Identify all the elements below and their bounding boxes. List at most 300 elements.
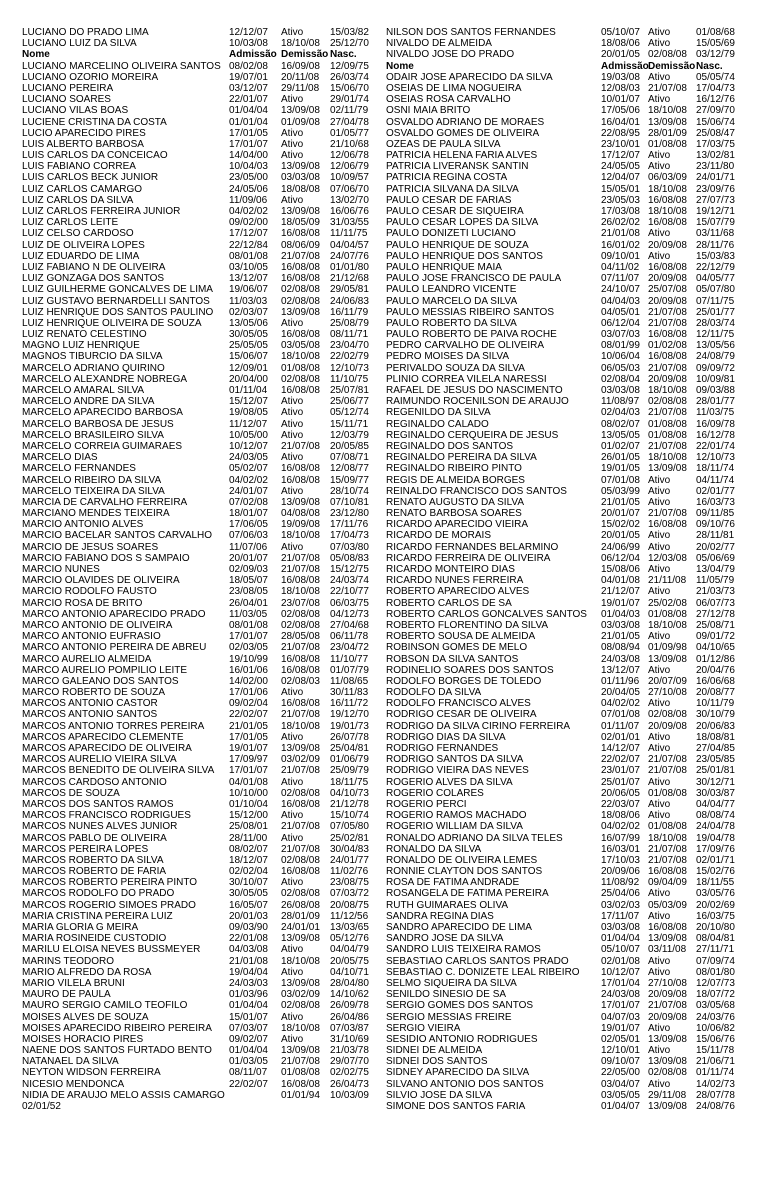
admission-date: 02/05/01: [601, 1033, 640, 1045]
dismissal-date: Ativo: [648, 698, 671, 710]
birth-date: 16/09/78: [696, 418, 735, 430]
admission-date: 15/05/01: [601, 183, 640, 195]
table-row: [22, 385, 372, 396]
employee-name: PAULO HENRIQUE DE SOUZA: [386, 239, 529, 251]
admission-date: 19/03/08: [601, 71, 640, 83]
employee-name: LUIS CARLOS BECK JUNIOR: [22, 172, 159, 184]
employee-name: MAURO SERGIO CAMILO TEOFILO: [22, 1000, 188, 1012]
table-row: [22, 530, 372, 541]
admission-date: 03/05/05: [601, 1089, 640, 1101]
employee-name: LUIS FABIANO CORREA: [22, 161, 136, 173]
birth-date: 06/03/75: [330, 597, 369, 609]
birth-date: 15/02/76: [696, 866, 735, 878]
admission-date: 22/02/07: [229, 709, 268, 721]
birth-date: 06/11/78: [330, 631, 369, 643]
table-row: [386, 139, 738, 150]
birth-date: 15/03/82: [330, 27, 369, 38]
admission-date: 08/02/07: [601, 418, 640, 430]
admission-date: 01/11/04: [229, 385, 268, 396]
dismissal-date: 13/09/08: [648, 116, 687, 128]
employee-name: REGINALDO RIBEIRO PINTO: [386, 463, 522, 475]
admission-date: 15/12/07: [229, 396, 268, 408]
admission-date: 30/05/05: [229, 888, 268, 900]
admission-date: 08/02/07: [229, 843, 268, 855]
table-row: [386, 83, 738, 94]
admission-date: 03/04/07: [601, 1078, 640, 1090]
dismissal-date: Ativo: [281, 776, 304, 788]
birth-date: 05/05/74: [696, 71, 735, 83]
employee-name: NATANAEL DA SILVA: [22, 1056, 119, 1068]
employee-name: LUIZ GONZAGA DOS SANTOS: [22, 273, 165, 285]
employee-name: RONNIE CLAYTON DOS SANTOS: [386, 866, 543, 878]
table-row: [386, 665, 738, 676]
table-row: [22, 407, 372, 418]
admission-date: 20/01/05: [601, 49, 640, 61]
dismissal-date: 16/08/08: [281, 1078, 320, 1090]
dismissal-date: 21/07/08: [648, 854, 687, 866]
dismissal-date: Ativo: [281, 317, 304, 329]
birth-date: 07/09/74: [696, 955, 735, 967]
table-row: [22, 284, 372, 295]
dismissal-date: Ativo: [281, 150, 304, 162]
admission-date: 22/01/08: [229, 933, 268, 945]
dismissal-date: Ativo: [281, 832, 304, 844]
table-row: [22, 765, 372, 776]
table-row: [386, 475, 738, 486]
table-row: [386, 273, 738, 284]
dismissal-date: 01/08/08: [648, 608, 687, 620]
table-row: [22, 61, 372, 72]
admission-date: 26/02/02: [601, 217, 640, 229]
dismissal-date: Ativo: [648, 776, 671, 788]
birth-date: 01/07/79: [330, 664, 369, 676]
birth-date: 01/05/77: [330, 127, 369, 139]
table-row: [386, 150, 738, 161]
employee-name: RONALDO ADRIANO DA SILVA TELES: [386, 832, 563, 844]
dismissal-date: Ativo: [281, 810, 304, 822]
table-row: [386, 262, 738, 273]
dismissal-date: 18/05/09: [281, 217, 320, 229]
employee-name: ROBINSON GOMES DE MELO: [386, 642, 528, 654]
table-row: [386, 1023, 738, 1034]
employee-name: PEDRO CARVALHO DE OLIVEIRA: [386, 340, 545, 352]
birth-date: 23/11/80: [696, 161, 735, 173]
dismissal-date: Ativo: [648, 955, 671, 967]
dismissal-date: 08/06/09: [281, 239, 320, 251]
table-row: [386, 553, 738, 564]
table-row: [22, 251, 372, 262]
employee-name: MARCOS APARECIDO CLEMENTE: [22, 731, 184, 743]
admission-date: 01/11/07: [601, 720, 640, 732]
admission-date: 17/01/07: [601, 1000, 640, 1012]
dismissal-date: 21/07/08: [648, 440, 687, 452]
table-row: [386, 49, 738, 60]
employee-name: MARCOS RODOLFO DO PRADO: [22, 888, 175, 900]
admission-date: 24/05/05: [601, 161, 640, 173]
dismissal-date: 13/09/08: [281, 161, 320, 173]
birth-date: 02/02/75: [330, 1067, 369, 1079]
table-row: [22, 687, 372, 698]
admission-date: 03/07/03: [601, 329, 640, 341]
table-row: [22, 788, 372, 799]
dismissal-date: Ativo: [648, 541, 671, 553]
employee-name: NIVALDO JOSE DO PRADO: [386, 49, 515, 61]
table-row: [386, 206, 738, 217]
dismissal-date: 21/07/08: [281, 250, 320, 262]
employee-name: LUIZ CARLOS LEITE: [22, 217, 119, 229]
birth-date: 02/01/77: [696, 485, 735, 497]
employee-name: OSNI MAIA BRITO: [386, 105, 471, 117]
employee-name: ROBSON DA SILVA SANTOS: [386, 653, 519, 665]
employee-name: MARCOS ANTONIO SANTOS: [22, 709, 158, 721]
table-row: [386, 452, 738, 463]
table-row: [22, 844, 372, 855]
birth-date: 08/08/74: [696, 810, 735, 822]
dismissal-date: Ativo: [281, 731, 304, 743]
admission-date: 08/11/07: [229, 1067, 268, 1079]
admission-date: 26/01/05: [601, 452, 640, 464]
admission-date: 17/01/05: [229, 127, 268, 139]
birth-date: 22/01/74: [696, 440, 735, 452]
birth-date: 30/04/83: [330, 843, 369, 855]
admission-date: 18/01/07: [229, 508, 268, 520]
dismissal-date: 01/09/98: [648, 642, 687, 654]
dismissal-date: 16/08/08: [648, 329, 687, 341]
admission-date: 11/03/05: [229, 608, 268, 620]
employee-name: ROSA DE FATIMA ANDRADE: [386, 877, 520, 889]
admission-date: 16/01/02: [601, 239, 640, 251]
admission-date: 22/03/07: [601, 798, 640, 810]
birth-date: 29/07/70: [330, 1056, 369, 1068]
dismissal-date: 24/01/01: [281, 922, 320, 933]
employee-name: NICESIO MENDONCA: [22, 1078, 125, 1090]
dismissal-date: 20/09/08: [648, 989, 687, 1001]
birth-date: 04/10/65: [696, 642, 735, 654]
table-row: [386, 407, 738, 418]
birth-date: 25/06/77: [330, 396, 369, 408]
birth-date: 15/11/78: [696, 1045, 735, 1057]
employee-name: RICARDO NUNES FERREIRA: [386, 575, 524, 587]
dismissal-date: 13/09/08: [648, 1101, 687, 1112]
dismissal-date: Ativo: [648, 228, 671, 240]
birth-date: 04/05/77: [696, 273, 735, 285]
birth-date: 15/09/77: [330, 474, 369, 486]
employee-name: MARCOS ANTONIO TORRES PEREIRA: [22, 720, 205, 732]
employee-name: MARCO GALEANO DOS SANTOS: [22, 675, 179, 687]
admission-date: 01/03/96: [229, 989, 268, 1001]
table-row: [386, 642, 738, 653]
table-row: [386, 251, 738, 262]
birth-date: 27/04/85: [696, 743, 735, 754]
birth-date: 21/12/78: [330, 798, 369, 810]
employee-name: RAIMUNDO ROCENILSON DE ARAUJO: [386, 396, 569, 408]
dismissal-date: 02/08/08: [648, 396, 687, 408]
employee-name: SENILDO SINESIO DE SA: [386, 989, 507, 1001]
table-row: [22, 956, 372, 967]
admission-date: 28/11/00: [229, 832, 268, 844]
admission-date: 21/01/05: [601, 496, 640, 508]
table-row: [386, 967, 738, 978]
birth-date: 12/10/73: [696, 452, 735, 464]
employee-name: MARCOS DE SOUZA: [22, 787, 120, 799]
birth-date: 23/12/80: [330, 508, 369, 520]
dismissal-date: 21/07/08: [648, 843, 687, 855]
birth-date: 15/07/79: [696, 217, 735, 229]
employee-name: SIDNEY APARECIDO DA SILVA: [386, 1067, 530, 1079]
birth-date: 12/08/77: [330, 463, 369, 475]
birth-date: 03/11/68: [696, 228, 735, 240]
table-row: [22, 821, 372, 832]
dismissal-date: Ativo: [281, 1011, 304, 1023]
admission-date: 02/03/07: [229, 306, 268, 318]
dismissal-date: 20/09/08: [648, 1011, 687, 1023]
table-row: [22, 754, 372, 765]
birth-date: 01/11/74: [696, 1067, 735, 1079]
birth-date: 01/08/68: [696, 27, 735, 38]
admission-date: 13/12/07: [229, 273, 268, 285]
dismissal-date: 13/09/08: [281, 496, 320, 508]
dismissal-date: Ativo: [648, 586, 671, 598]
birth-date: 05/06/69: [696, 552, 735, 564]
birth-date: 28/01/77: [696, 396, 735, 408]
employee-name: MARIA ROSINEIDE CUSTODIO: [22, 933, 167, 945]
birth-date: 24/07/76: [330, 250, 369, 262]
birth-date: 16/03/73: [696, 496, 735, 508]
employee-name: MAGNO LUIZ HENRIQUE: [22, 340, 140, 352]
admission-date: 17/01/07: [229, 138, 268, 150]
admission-date: 03/03/08: [601, 385, 640, 396]
admission-date: 05/10/07: [601, 27, 640, 38]
dismissal-date: 13/09/08: [281, 977, 320, 989]
table-row: [22, 83, 372, 94]
employee-name: MARCO AURELIO POMPILIO LEITE: [22, 664, 188, 676]
admission-date: 11/08/97: [601, 396, 640, 408]
dismissal-date: Ativo: [281, 407, 304, 419]
employee-name: LUIZ CARLOS DA SILVA: [22, 194, 134, 206]
table-row: [386, 94, 738, 105]
employee-name: LUIZ EDUARDO DE LIMA: [22, 250, 140, 262]
table-row: [22, 396, 372, 407]
employee-name: PATRICIA REGINA COSTA: [386, 172, 508, 184]
birth-date: 31/10/69: [330, 1033, 369, 1045]
employee-name: MARCIO BACELAR SANTOS CARVALHO: [22, 530, 213, 542]
employee-name: LUIZ FABIANO N DE OLIVEIRA: [22, 261, 166, 273]
admission-date: 17/06/05: [229, 519, 268, 531]
employee-name: PATRICIA LIVERANSK SANTIN: [386, 161, 529, 173]
dismissal-date: 18/10/08: [281, 351, 320, 363]
birth-date: 07/03/80: [330, 541, 369, 553]
table-row: [22, 262, 372, 273]
table-row: [22, 978, 372, 989]
employee-name: ROBERTO APARECIDO ALVES: [386, 586, 530, 598]
birth-date: 26/09/78: [330, 1000, 369, 1012]
birth-date: 22/02/79: [330, 351, 369, 363]
table-row: [386, 743, 738, 754]
dismissal-date: 01/08/08: [281, 1067, 320, 1079]
table-row: [22, 933, 372, 944]
table-row: [22, 631, 372, 642]
table-row: [386, 105, 738, 116]
birth-date: 16/03/75: [696, 910, 735, 922]
admission-date: 20/01/03: [229, 910, 268, 922]
birth-date: 19/12/70: [330, 709, 369, 721]
table-row: [22, 1023, 372, 1034]
birth-date: 11/05/79: [696, 575, 735, 587]
admission-date: 12/12/07: [229, 27, 268, 38]
table-row: [22, 374, 372, 385]
table-row: [386, 374, 738, 385]
birth-date: 25/08/79: [330, 317, 369, 329]
birth-date: 11/03/75: [696, 407, 735, 419]
birth-date: 21/12/68: [330, 273, 369, 285]
dismissal-date: 16/08/08: [281, 463, 320, 475]
admission-date: 18/12/07: [229, 854, 268, 866]
admission-date: 23/01/07: [601, 765, 640, 777]
birth-date: 05/08/83: [330, 552, 369, 564]
table-row: [22, 1034, 372, 1045]
birth-date: 24/08/76: [696, 1101, 735, 1112]
table-row: [22, 598, 372, 609]
birth-date: 09/03/88: [696, 385, 735, 396]
employee-name: LUCIANO SOARES: [22, 94, 111, 106]
birth-date: 18/07/72: [696, 989, 735, 1001]
employee-name: ROSANGELA DE FATIMA PEREIRA: [386, 888, 549, 900]
table-row: [22, 1090, 372, 1101]
employee-name: PAULO CESAR DE FARIAS: [386, 194, 512, 206]
employee-name: REGINALDO PEREIRA DA SILVA: [386, 452, 537, 464]
dismissal-date: 03/02/09: [281, 989, 320, 1001]
table-row: [386, 821, 738, 832]
dismissal-date: 21/07/08: [648, 754, 687, 766]
birth-date: 07/03/87: [330, 1022, 369, 1034]
column-header-admission-date: Admissão: [229, 49, 277, 61]
admission-date: 23/05/00: [229, 172, 268, 184]
employee-name: PAULO MESSIAS RIBEIRO SANTOS: [386, 306, 555, 318]
admission-date: 17/09/97: [229, 754, 268, 766]
employee-name: RODRIGO SANTOS DA SILVA: [386, 754, 524, 766]
birth-date: 27/07/73: [696, 194, 735, 206]
employee-name: RAFAEL DE JESUS DO NASCIMENTO: [386, 385, 563, 396]
birth-date: 24/08/79: [696, 351, 735, 363]
employee-name: MARIA GLORIA G MEIRA: [22, 922, 139, 933]
admission-date: 15/06/07: [229, 351, 268, 363]
table-row: [386, 430, 738, 441]
dismissal-date: 21/07/08: [281, 821, 320, 833]
dismissal-date: 18/10/08: [648, 206, 687, 217]
table-row: [22, 721, 372, 732]
admission-date: 24/03/03: [229, 977, 268, 989]
employee-name: SERGIO VIEIRA: [386, 1022, 461, 1034]
admission-date: 03/03/08: [601, 619, 640, 631]
employee-name: NILSON DOS SANTOS FERNANDES: [386, 27, 556, 38]
admission-date: 09/10/01: [601, 250, 640, 262]
admission-date: 06/12/04: [601, 317, 640, 329]
admission-date: 23/05/03: [601, 194, 640, 206]
employee-name: MARCO ANTONIO APARECIDO PRADO: [22, 608, 206, 620]
employee-name: MARCELO FERNANDES: [22, 463, 136, 475]
birth-date: 10/06/82: [696, 1022, 735, 1034]
table-row: [22, 340, 372, 351]
employee-name: MARCIO RODOLFO FAUSTO: [22, 586, 157, 598]
birth-date: 01/06/79: [330, 754, 369, 766]
column-header-employee-name: Nome: [386, 60, 414, 72]
table-row: [386, 754, 738, 765]
table-row: [386, 419, 738, 430]
birth-date: 17/09/76: [696, 843, 735, 855]
admission-date: 09/10/07: [601, 1056, 640, 1068]
dismissal-date: 28/05/08: [281, 631, 320, 643]
employee-name: MARIA CRISTINA PEREIRA LUIZ: [22, 910, 173, 922]
birth-date: 28/10/74: [330, 485, 369, 497]
table-row: [386, 128, 738, 139]
dismissal-date: Ativo: [281, 194, 304, 206]
birth-date: 16/11/72: [330, 698, 369, 710]
dismissal-date: 18/10/08: [281, 955, 320, 967]
table-row: [386, 709, 738, 720]
table-row: [22, 508, 372, 519]
employee-name: ROGERIO RAMOS MACHADO: [386, 810, 527, 822]
table-row: [386, 497, 738, 508]
table-row: [22, 743, 372, 754]
dismissal-date: 16/08/08: [281, 261, 320, 273]
birth-date: 15/10/74: [330, 810, 369, 822]
admission-date: 09/03/90: [229, 922, 268, 933]
admission-date: 07/11/07: [601, 273, 640, 285]
employee-name: SANDRA REGINA DIAS: [386, 910, 494, 922]
dismissal-date: 16/08/08: [281, 329, 320, 341]
birth-date: 05/12/74: [330, 407, 369, 419]
table-row: [386, 598, 738, 609]
admission-date: 10/01/07: [601, 94, 640, 106]
birth-date: 13/04/79: [696, 564, 735, 575]
birth-date: 21/10/68: [330, 138, 369, 150]
birth-date: 21/03/73: [696, 586, 735, 598]
birth-date: 06/07/73: [696, 597, 735, 609]
admission-date: 12/10/01: [601, 1045, 640, 1057]
birth-date: 07/11/75: [696, 295, 735, 307]
employee-name: MARCIO ROSA DE BRITO: [22, 597, 143, 609]
birth-date: 20/04/76: [696, 664, 735, 676]
table-row: [22, 609, 372, 620]
table-row: [386, 195, 738, 206]
employee-name: LUIZ GUSTAVO BERNARDELLI SANTOS: [22, 295, 210, 307]
admission-date: 17/10/03: [601, 854, 640, 866]
table-row: [386, 855, 738, 866]
employee-name: MARINS TEODORO: [22, 955, 115, 967]
birth-date: 31/03/55: [330, 217, 369, 229]
dismissal-date: 02/08/08: [281, 787, 320, 799]
dismissal-date: 01/08/08: [281, 362, 320, 374]
dismissal-date: 16/08/08: [281, 798, 320, 810]
table-row: [386, 564, 738, 575]
dismissal-date: 20/09/08: [648, 273, 687, 285]
admission-date: 21/01/05: [601, 631, 640, 643]
employee-name: LUCIANO OZORIO MOREIRA: [22, 71, 159, 83]
table-row: [22, 654, 372, 665]
admission-date: 16/07/99: [601, 832, 640, 844]
table-row: [22, 105, 372, 116]
table-row: [386, 1101, 738, 1112]
employee-name: PEDRO MOISES DA SILVA: [386, 351, 509, 363]
dismissal-date: 18/10/08: [281, 720, 320, 732]
dismissal-date: 21/07/08: [281, 709, 320, 721]
table-row: [22, 989, 372, 1000]
employee-name: LUCIANO DO PRADO LIMA: [22, 27, 149, 38]
birth-date: 11/12/56: [330, 910, 369, 922]
admission-date: 04/03/08: [229, 944, 268, 956]
admission-date: 03/03/08: [601, 922, 640, 933]
admission-date: 01/04/04: [601, 933, 640, 945]
